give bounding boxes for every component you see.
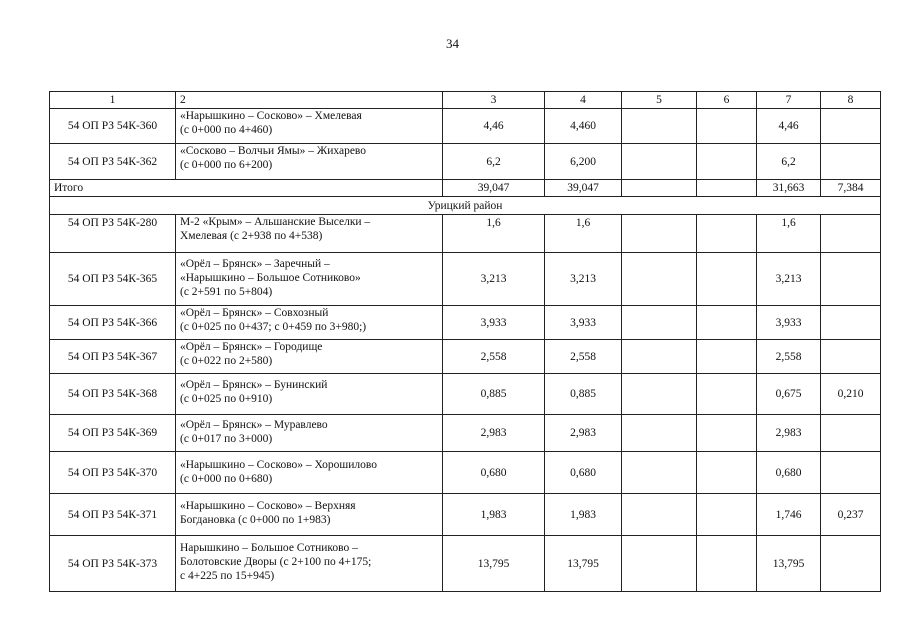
road-name-line: «Нарышкино – Сосково» – Хмелевая (180, 110, 362, 122)
road-id-cell: 54 ОП РЗ 54К-280 (50, 215, 176, 253)
road-id-cell: 54 ОП РЗ 54К-368 (50, 374, 176, 415)
value-cell: 2,983 (443, 415, 545, 452)
value-cell: 1,746 (757, 494, 821, 536)
value-cell: 13,795 (443, 536, 545, 592)
page-number: 34 (446, 36, 459, 51)
road-name-line: Болотовские Дворы (с 2+100 по 4+175; (180, 556, 372, 568)
value-cell: 2,558 (757, 340, 821, 374)
road-name-cell (176, 109, 443, 144)
road-id-cell: 54 ОП РЗ 54К-360 (50, 109, 176, 144)
road-name-line: «Орёл – Брянск» – Муравлево (180, 419, 328, 431)
value-cell: 3,213 (545, 253, 622, 306)
value-cell (622, 215, 697, 253)
road-id-cell: 54 ОП РЗ 54К-362 (50, 144, 176, 180)
road-name-line: (с 0+000 по 4+460) (180, 124, 273, 136)
roads-table (49, 91, 881, 592)
road-name-cell (176, 215, 443, 253)
table-row (50, 109, 881, 144)
value-cell: 2,558 (443, 340, 545, 374)
value-cell (821, 340, 881, 374)
road-name-line: «Сосково – Волчьи Ямы» – Жихарево (180, 145, 367, 157)
value-cell (697, 215, 757, 253)
header-row (50, 92, 881, 109)
road-name-line: «Орёл – Брянск» – Совхозный (180, 307, 329, 319)
road-name-cell (176, 340, 443, 374)
road-name-line: «Нарышкино – Большое Сотниково» (180, 272, 361, 284)
header-cell: 1 (50, 92, 176, 109)
total-label: Итого (50, 180, 443, 197)
value-cell: 6,2 (757, 144, 821, 180)
value-cell: 3,933 (443, 306, 545, 340)
header-cell: 7 (757, 92, 821, 109)
road-id-cell: 54 ОП РЗ 54К-367 (50, 340, 176, 374)
value-cell: 2,983 (757, 415, 821, 452)
value-cell (821, 536, 881, 592)
road-name-cell (176, 374, 443, 415)
value-cell: 3,213 (757, 253, 821, 306)
value-cell (821, 415, 881, 452)
total-row (50, 180, 881, 197)
value-cell: 6,2 (443, 144, 545, 180)
value-cell: 0,680 (545, 452, 622, 494)
header-cell: 2 (176, 92, 443, 109)
road-name-cell (176, 494, 443, 536)
total-value-cell (622, 180, 697, 197)
value-cell (697, 253, 757, 306)
road-name-line: «Нарышкино – Сосково» – Верхняя (180, 500, 356, 512)
total-value-cell: 39,047 (443, 180, 545, 197)
road-name-line: (с 0+000 по 6+200) (180, 159, 273, 171)
value-cell (821, 452, 881, 494)
road-id-cell: 54 ОП РЗ 54К-371 (50, 494, 176, 536)
value-cell: 4,46 (443, 109, 545, 144)
value-cell (697, 340, 757, 374)
value-cell: 4,460 (545, 109, 622, 144)
total-value-cell: 7,384 (821, 180, 881, 197)
road-name-line: (с 0+022 по 2+580) (180, 355, 273, 367)
road-id-cell: 54 ОП РЗ 54К-369 (50, 415, 176, 452)
district-heading: Урицкий район (50, 197, 881, 215)
header-cell: 6 (697, 92, 757, 109)
value-cell: 3,213 (443, 253, 545, 306)
road-name-line: (с 0+017 по 3+000) (180, 433, 273, 445)
value-cell: 1,6 (545, 215, 622, 253)
table-row (50, 253, 881, 306)
table-row (50, 494, 881, 536)
value-cell: 0,885 (545, 374, 622, 415)
value-cell: 0,675 (757, 374, 821, 415)
table-row (50, 215, 881, 253)
table-row (50, 452, 881, 494)
table-row (50, 306, 881, 340)
value-cell (622, 109, 697, 144)
value-cell: 1,6 (443, 215, 545, 253)
value-cell (622, 415, 697, 452)
road-name-line: «Орёл – Брянск» – Бунинский (180, 379, 328, 391)
road-name-cell (176, 306, 443, 340)
value-cell: 13,795 (545, 536, 622, 592)
value-cell: 0,885 (443, 374, 545, 415)
value-cell (821, 109, 881, 144)
road-name-line: (с 0+025 по 0+910) (180, 393, 273, 405)
value-cell (821, 306, 881, 340)
value-cell (697, 452, 757, 494)
total-value-cell (697, 180, 757, 197)
road-name-line: М-2 «Крым» – Альшанские Выселки – (180, 216, 371, 228)
road-name-line: «Орёл – Брянск» – Заречный – (180, 258, 330, 270)
value-cell (622, 253, 697, 306)
total-value-cell: 31,663 (757, 180, 821, 197)
table-row (50, 415, 881, 452)
road-id-cell: 54 ОП РЗ 54К-373 (50, 536, 176, 592)
value-cell: 0,680 (443, 452, 545, 494)
value-cell (697, 374, 757, 415)
road-name-line: «Орёл – Брянск» – Городище (180, 341, 323, 353)
value-cell: 2,983 (545, 415, 622, 452)
value-cell: 1,983 (443, 494, 545, 536)
value-cell (622, 494, 697, 536)
header-cell: 4 (545, 92, 622, 109)
table-row (50, 144, 881, 180)
value-cell (821, 215, 881, 253)
road-name-line: Хмелевая (с 2+938 по 4+538) (180, 230, 323, 242)
total-value-cell: 39,047 (545, 180, 622, 197)
value-cell: 13,795 (757, 536, 821, 592)
value-cell (622, 536, 697, 592)
value-cell: 6,200 (545, 144, 622, 180)
value-cell (697, 415, 757, 452)
road-name-line: (с 0+025 по 0+437; с 0+459 по 3+980;) (180, 321, 367, 333)
district-row (50, 197, 881, 215)
value-cell (622, 374, 697, 415)
table-row (50, 340, 881, 374)
value-cell (697, 306, 757, 340)
value-cell: 0,237 (821, 494, 881, 536)
road-id-cell: 54 ОП РЗ 54К-370 (50, 452, 176, 494)
header-cell: 5 (622, 92, 697, 109)
value-cell: 2,558 (545, 340, 622, 374)
road-name-line: (с 2+591 по 5+804) (180, 286, 273, 298)
value-cell (622, 144, 697, 180)
road-name-line: с 4+225 по 15+945) (180, 570, 275, 582)
value-cell: 3,933 (757, 306, 821, 340)
road-name-cell (176, 253, 443, 306)
road-id-cell: 54 ОП РЗ 54К-365 (50, 253, 176, 306)
road-name-line: «Нарышкино – Сосково» – Хорошилово (180, 459, 377, 471)
value-cell (622, 340, 697, 374)
table-row (50, 536, 881, 592)
road-name-line: Нарышкино – Большое Сотниково – (180, 542, 358, 554)
value-cell: 1,6 (757, 215, 821, 253)
header-cell: 8 (821, 92, 881, 109)
road-name-cell (176, 144, 443, 180)
road-name-cell (176, 415, 443, 452)
value-cell (697, 494, 757, 536)
road-name-cell (176, 536, 443, 592)
value-cell: 3,933 (545, 306, 622, 340)
value-cell (821, 144, 881, 180)
value-cell (697, 144, 757, 180)
value-cell (622, 306, 697, 340)
header-cell: 3 (443, 92, 545, 109)
table-row (50, 374, 881, 415)
road-name-cell (176, 452, 443, 494)
value-cell (697, 536, 757, 592)
value-cell: 1,983 (545, 494, 622, 536)
value-cell: 4,46 (757, 109, 821, 144)
road-id-cell: 54 ОП РЗ 54К-366 (50, 306, 176, 340)
road-name-line: Богдановка (с 0+000 по 1+983) (180, 514, 331, 526)
value-cell (622, 452, 697, 494)
value-cell (821, 253, 881, 306)
road-name-line: (с 0+000 по 0+680) (180, 473, 273, 485)
value-cell: 0,680 (757, 452, 821, 494)
value-cell: 0,210 (821, 374, 881, 415)
value-cell (697, 109, 757, 144)
